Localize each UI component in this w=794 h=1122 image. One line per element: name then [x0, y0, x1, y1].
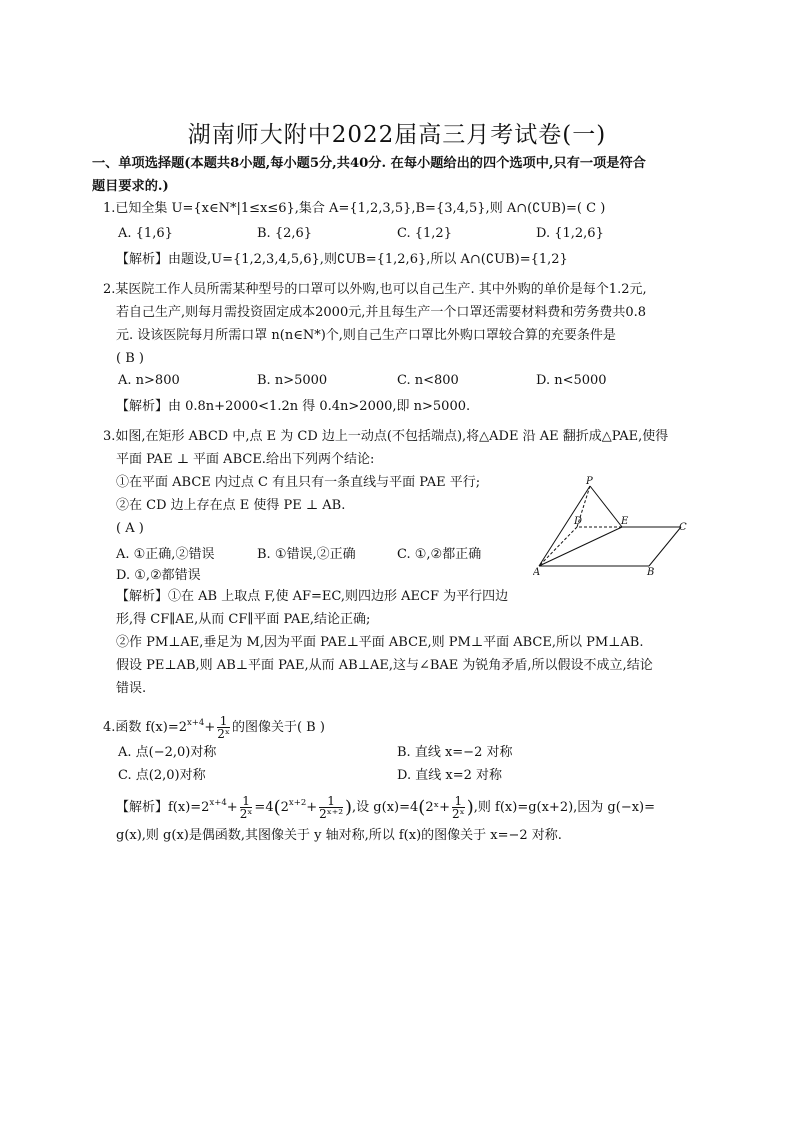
exponent: x+4: [209, 798, 227, 808]
paren-open: (: [418, 797, 426, 818]
section-heading-line1: 一、单项选择题(本题共8小题,每小题5分,共40分. 在每小题给出的四个选项中,只有一项是符合: [92, 156, 646, 171]
q4-analysis-text: ,设 g(x)=4: [352, 800, 419, 815]
q3-geometry-figure: [533, 474, 693, 580]
q1-option-a: A. {1,6}: [118, 226, 173, 241]
q4-stem-suffix: 的图像关于( B ): [231, 720, 325, 735]
q4-analysis-text: 2: [280, 800, 289, 815]
fraction: [319, 795, 343, 820]
q4-stem-fraction: [217, 715, 230, 740]
q1-option-b: B. {2,6}: [257, 226, 313, 241]
fraction-denominator: 2ˣ⁺²: [319, 807, 344, 821]
q4-analysis-text: +: [226, 800, 238, 815]
q3-stem-line1: 3.如图,在矩形 ABCD 中,点 E 为 CD 边上一动点(不包括端点),将△ADE 沿 AE 翻折成△PAE,使得: [103, 429, 669, 444]
fraction-denominator: 2ˣ: [452, 807, 465, 821]
paren-open: (: [273, 797, 281, 818]
q1-analysis: 【解析】由题设,U={1,2,3,4,5,6},则∁UB={1,2,6},所以 A∩(∁UB)={1,2}: [116, 252, 568, 267]
q2-answer: ( B ): [116, 351, 144, 366]
q4-stem-prefix: 4.函数 f(x)=2: [103, 720, 187, 735]
fraction-numerator: 1: [319, 795, 343, 808]
q4-stem-plus: +: [204, 720, 216, 735]
q3-conclusion-1: ①在平面 ABCE 内过点 C 有且只有一条直线与平面 PAE 平行;: [116, 475, 481, 490]
q2-stem-line1: 2.某医院工作人员所需某种型号的口罩可以外购,也可以自己生产. 其中外购的单价是每个1.2元,: [103, 282, 647, 297]
q3-analysis-line2: 形,得 CF∥AE,从而 CF∥平面 PAE,结论正确;: [116, 612, 371, 627]
fraction-denominator: 2ˣ: [217, 727, 230, 741]
exponent: x+2: [288, 798, 307, 808]
q3-option-a: A. ①正确,②错误: [116, 547, 215, 562]
label-d: D: [574, 516, 583, 527]
q3-option-d: D. ①,②都错误: [116, 568, 201, 583]
q4-stem-exponent: x+4: [187, 718, 205, 728]
label-a: A: [533, 567, 541, 578]
q3-analysis-line3: ②作 PM⊥AE,垂足为 M,因为平面 PAE⊥平面 ABCE,则 PM⊥平面 ABCE,所以 PM⊥AB.: [116, 635, 644, 650]
section-heading-line2: 题目要求的.): [92, 179, 169, 194]
label-p: P: [586, 476, 593, 487]
edge-da: [539, 527, 577, 566]
q2-stem-line2: 若自己生产,则每月需投资固定成本2000元,并且每生产一个口罩还需要材料费和劳务费共0.8: [116, 305, 647, 320]
q2-stem-line3: 元. 设该医院每月所需口罩 n(n∈N*)个,则自己生产口罩比外购口罩较合算的充要条件是: [116, 328, 616, 343]
fraction: [452, 795, 465, 820]
q2-option-b: B. n>5000: [257, 373, 328, 388]
q4-analysis-line1: 【解析】$f(x)=2^{x+4}+$ $\frac{1}{\text{2ˣ}}$ $=4(2^{x+2}+$ $\frac{1}{\text{2ˣ⁺²}}$ ),设 g(x)=4(2ˣ+ $\frac{1}{\text{2ˣ}}$ ),则 f(x)=g(x+2),因为 g(−x)=: [116, 794, 656, 821]
q3-analysis-line5: 错误.: [116, 681, 147, 696]
q4-analysis-text: =4: [254, 800, 274, 815]
edge-bc: [649, 527, 681, 566]
q3-stem-line2: 平面 PAE ⊥ 平面 ABCE.给出下列两个结论:: [116, 452, 375, 467]
fraction-denominator: 2ˣ: [239, 807, 253, 821]
q3-analysis-line4: 假设 PE⊥AB,则 AB⊥平面 PAE,从而 AB⊥AE,这与∠BAE 为锐角矛盾,所以假设不成立,结论: [116, 658, 653, 673]
q4-analysis-text: 2ˣ+: [425, 800, 450, 815]
fraction-numerator: 1: [240, 795, 253, 808]
q4-analysis-text: 【解析】f(x)=2: [116, 800, 210, 815]
q1-option-d: D. {1,2,6}: [536, 226, 604, 241]
paren-close: ): [466, 797, 474, 818]
page-title: 湖南师大附中2022届高三月考试卷(一): [187, 122, 607, 148]
q2-option-c: C. n<800: [397, 373, 459, 388]
q4-analysis-line2: g(x),则 g(x)是偶函数,其图像关于 y 轴对称,所以 f(x)的图像关于 x=−2 对称.: [116, 828, 562, 843]
q3-option-b: B. ①错误,②正确: [257, 547, 356, 562]
q3-answer: ( A ): [116, 521, 144, 536]
q4-stem: [103, 710, 325, 741]
q2-option-a: A. n>800: [118, 373, 180, 388]
q2-option-d: D. n<5000: [536, 373, 607, 388]
q3-analysis-line1: 【解析】①在 AB 上取点 F,使 AF=EC,则四边形 AECF 为平行四边: [116, 589, 509, 604]
q4-option-b: B. 直线 x=−2 对称: [397, 745, 513, 760]
q4-option-c: C. 点(2,0)对称: [118, 768, 206, 783]
edge-pe: [590, 486, 622, 527]
q4-option-d: D. 直线 x=2 对称: [397, 768, 502, 783]
label-b: B: [647, 567, 655, 578]
paren-close: ): [345, 797, 353, 818]
q4-option-a: A. 点(−2,0)对称: [118, 745, 217, 760]
label-e: E: [621, 516, 629, 527]
fraction-numerator: 1: [452, 795, 465, 808]
fraction: [240, 795, 253, 820]
q1-option-c: C. {1,2}: [397, 226, 452, 241]
label-c: C: [679, 522, 687, 533]
q3-conclusion-2: ②在 CD 边上存在点 E 使得 PE ⊥ AB.: [116, 498, 346, 513]
q2-analysis: 【解析】由 0.8n+2000<1.2n 得 0.4n>2000,即 n>5000.: [116, 399, 471, 414]
fraction-numerator: 1: [217, 715, 230, 728]
q3-option-c: C. ①,②都正确: [397, 547, 482, 562]
q1-stem: 1.已知全集 U={x∈N*|1≤x≤6},集合 A={1,2,3,5},B={3,4,5},则 A∩(∁UB)=( C ): [103, 201, 606, 216]
q4-analysis-text: ,则 f(x)=g(x+2),因为 g(−x)=: [473, 800, 656, 815]
